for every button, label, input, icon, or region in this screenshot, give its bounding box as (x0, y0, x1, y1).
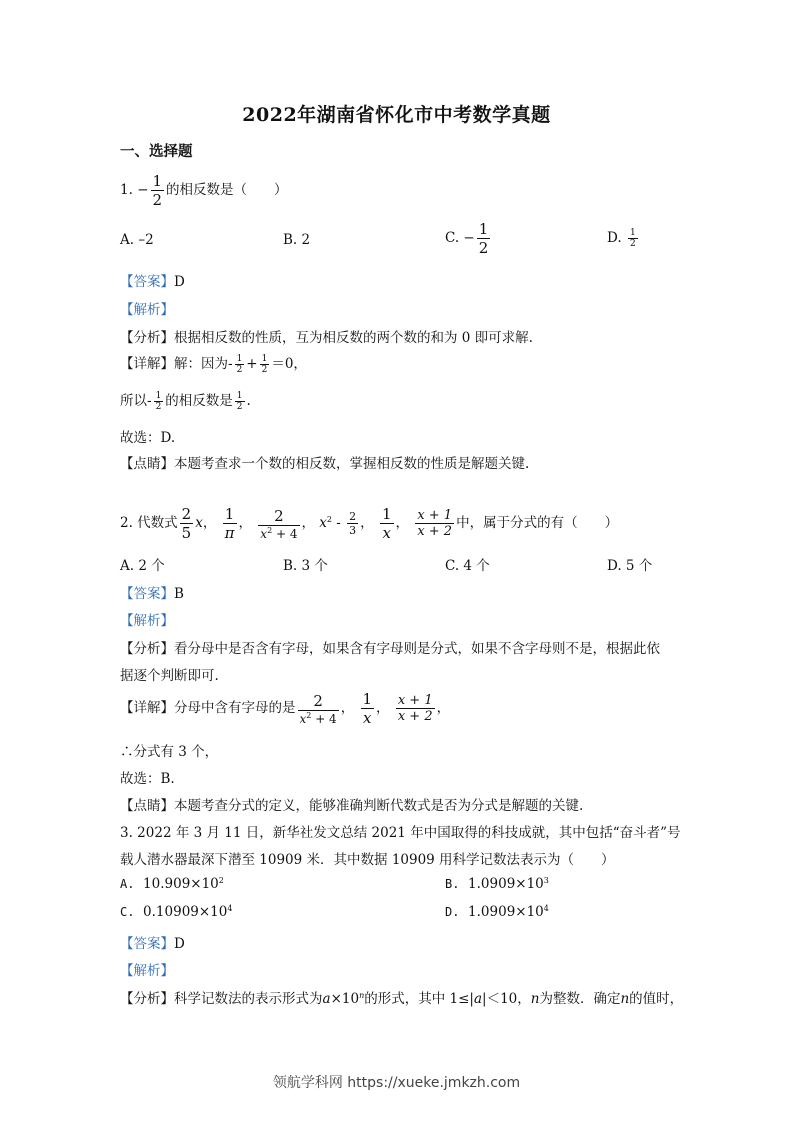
option-a: A. $10.909\times 10^2$ (120, 876, 224, 892)
analysis-1: 【分析】根据相反数的性质，互为相反数的两个数的和为 0 即可求解. (120, 330, 533, 346)
analysis-2-line1: 【分析】看分母中是否含有字母，如果含有字母则是分式，如果不含字母则不是，根据此依 (120, 641, 660, 657)
comment-1: 【点睛】本题考查求一个数的相反数，掌握相反数的性质是解题关键. (120, 456, 530, 472)
analysis-head-3: 【解析】 (120, 963, 174, 979)
analysis-head-2: 【解析】 (120, 613, 174, 629)
option-c: C. 4 个 (445, 558, 490, 574)
option-c: C. − $\frac{1}{2}$ (445, 220, 489, 257)
fraction: $\frac{1}{2}$ (152, 172, 163, 209)
detail-2: 【详解】分母中含有字母的是 $\frac{2}{x^2 + 4}$ ， $\frac{1}{x}$ ， $\frac{x + 1}{x + 2}$ ， (120, 690, 451, 727)
choose-1: 故选：D. (120, 430, 176, 446)
option-d: D. 5 个 (607, 558, 653, 574)
comment-2: 【点睛】本题考查分式的定义，能够准确判断代数式是否为分式是解题的关键. (120, 798, 584, 814)
option-b: B. $1.0909\times 10^3$ (445, 876, 549, 892)
question-3-stem-line1: 3. 2022 年 3 月 11 日，新华社发文总结 2021 年中国取得的科技成就，其中包括“奋斗者”号 (120, 825, 681, 841)
analysis-head-1: 【解析】 (120, 302, 174, 318)
question-3-stem-line2: 载人潜水器最深下潜至 10909 米．其中数据 10909 用科学记数法表示为（ ） (120, 852, 615, 868)
option-a: A. –2 (120, 232, 154, 248)
option-d: D. $\frac{1}{2}$ (607, 228, 636, 249)
answer-2: 【答案】B (120, 586, 184, 602)
option-b: B. 3 个 (283, 558, 328, 574)
footer-watermark: 领航学科网 https://xueke.jmkzh.com (272, 1075, 521, 1091)
option-b: B. 2 (283, 232, 311, 248)
option-c: C. $0.10909\times 10^4$ (120, 904, 233, 920)
answer-3: 【答案】D (120, 936, 185, 952)
so-line-1: 所以- $\frac{1}{2}$ 的相反数是 $\frac{1}{2}$ . (120, 391, 251, 412)
question-number: 1. (120, 182, 133, 198)
page-title: 2022年湖南省怀化市中考数学真题 (242, 104, 551, 126)
question-1-stem (120, 172, 288, 209)
stem-text: 的相反数是（ ） (166, 182, 288, 198)
answer-1: 【答案】D (120, 274, 185, 290)
minus-sign: − (137, 182, 149, 198)
detail-1: 【详解】解：因为- $\frac{1}{2}$ + $\frac{1}{2}$ ＝0， (120, 354, 307, 375)
choose-2: 故选：B. (120, 771, 175, 787)
option-a: A. 2 个 (120, 558, 165, 574)
analysis-2-line2: 据逐个判断即可. (120, 668, 219, 684)
option-d: D. $1.0909\times 10^4$ (445, 904, 549, 920)
section-heading: 一、选择题 (120, 143, 193, 160)
question-2-stem: 2. 代数式 $\frac{2}{5}$ x， $\frac{1}{\pi}$ ， $\frac{2}{x^2 + 4}$ ， $x^2$ - $\frac{2}{3}$ ， $\frac{1}{x}$ ， $\frac{x + 1}{x + 2}$ 中，属于分式的有（ ） (120, 505, 619, 542)
therefore-2: ∴分式有 3 个， (120, 744, 219, 760)
analysis-3: 【分析】科学记数法的表示形式为$a\times 10^n$的形式，其中 1≤|a|＜10，n为整数．确定n的值时， (120, 991, 684, 1007)
